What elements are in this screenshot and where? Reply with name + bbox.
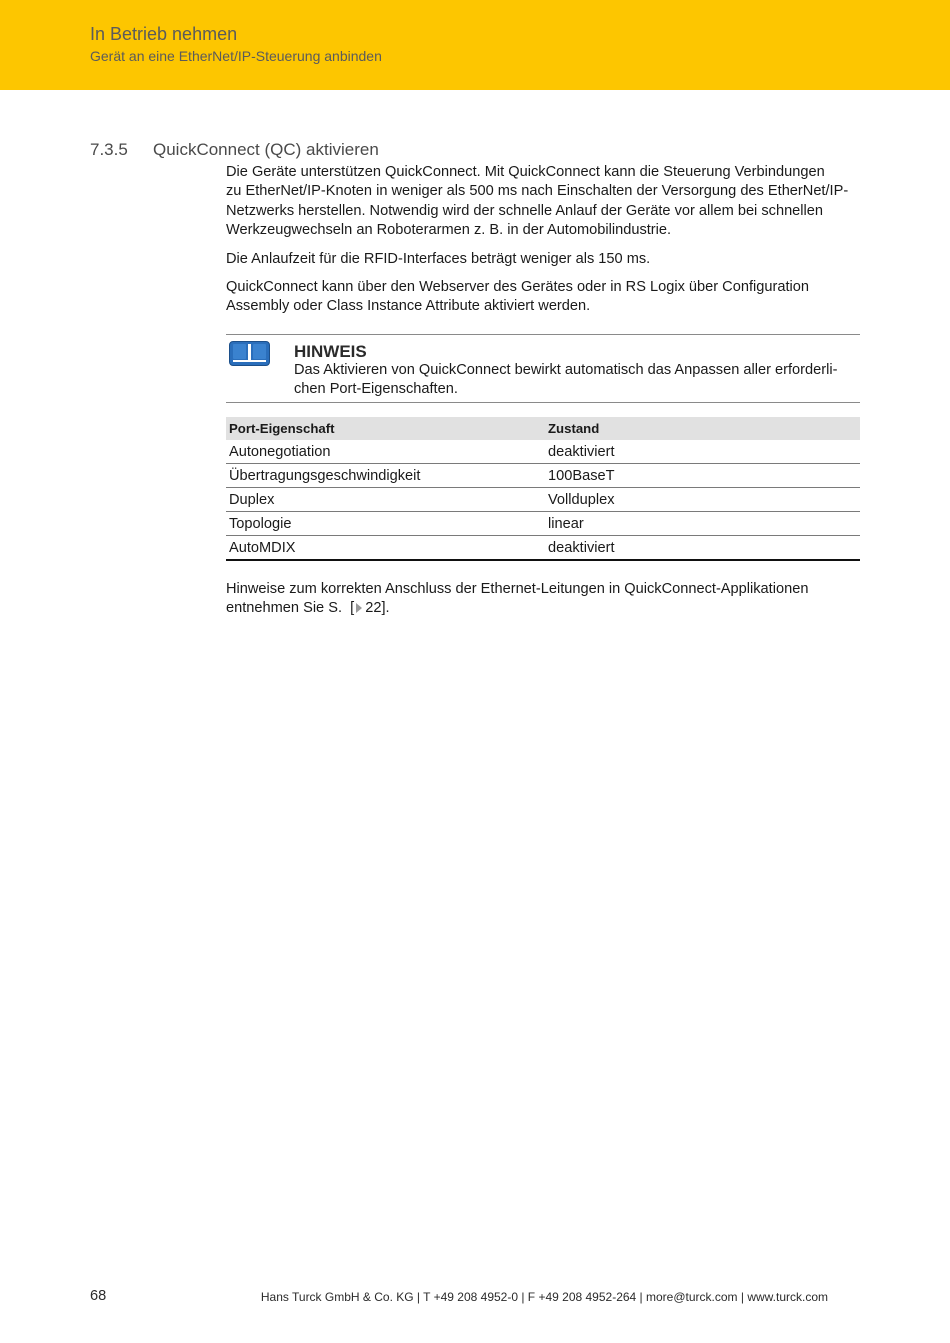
page-link-arrow-icon xyxy=(356,603,362,613)
link-page-number: 22 xyxy=(365,599,382,616)
table-row xyxy=(226,512,860,536)
paragraph-line: Die Geräte unterstützen QuickConnect. Mit QuickConnect kann die Steuerung Verbindungen xyxy=(226,164,825,180)
table-header-cell: Port-Eigenschaft xyxy=(229,421,335,436)
link-close-bracket: ]. xyxy=(381,599,390,616)
section-title: QuickConnect (QC) aktivieren xyxy=(153,140,379,159)
footer-imprint: Hans Turck GmbH & Co. KG | T +49 208 4952-0 | F +49 208 4952-264 | more@turck.com | www.turck.com xyxy=(260,1290,828,1304)
section-number: 7.3.5 xyxy=(90,140,128,159)
page-reference-link[interactable] xyxy=(350,600,389,616)
book-icon xyxy=(229,341,270,366)
paragraph-line xyxy=(226,599,860,618)
reference-paragraph xyxy=(226,580,860,619)
table-cell: Duplex xyxy=(229,491,275,508)
paragraph-line: Die Anlaufzeit für die RFID-Interfaces beträgt weniger als 150 ms. xyxy=(226,250,651,267)
paragraph-line: Netzwerks herstellen. Notwendig wird der schnelle Anlauf der Geräte vor allem bei schnellen xyxy=(226,202,824,219)
chapter-title: In Betrieb nehmen xyxy=(90,24,238,44)
table-cell: deaktiviert xyxy=(548,443,615,460)
table-cell: linear xyxy=(548,515,584,532)
paragraph-line: Assembly oder Class Instance Attribute aktiviert werden. xyxy=(226,297,591,314)
chapter-subtitle: Gerät an eine EtherNet/IP-Steuerung anbinden xyxy=(90,48,382,64)
table-cell: Vollduplex xyxy=(548,491,615,508)
paragraph-line: Werkzeugwechseln an Roboterarmen z. B. in der Automobilindustrie. xyxy=(226,221,672,238)
reference-prefix: entnehmen Sie S. xyxy=(226,599,343,616)
table-cell: deaktiviert xyxy=(548,539,615,556)
table-row xyxy=(226,488,860,512)
note-line: chen Port-Eigenschaften. xyxy=(294,381,458,398)
note-label: HINWEIS xyxy=(294,342,367,361)
note-text xyxy=(294,361,837,400)
intro-paragraph xyxy=(226,163,860,240)
header-band xyxy=(0,0,950,90)
note-box xyxy=(226,334,860,403)
table-row xyxy=(226,440,860,464)
table-row xyxy=(226,536,860,561)
startup-time-paragraph xyxy=(226,250,860,269)
page-number: 68 xyxy=(90,1288,107,1304)
note-line: Das Aktivieren von QuickConnect bewirkt automatisch das Anpassen aller erforderli- xyxy=(294,362,838,378)
paragraph-line: zu EtherNet/IP-Knoten in weniger als 500 ms nach Einschalten der Versorgung des EtherNet/IP- xyxy=(226,183,849,200)
table-cell: Autonegotiation xyxy=(229,443,331,460)
port-properties-table xyxy=(226,417,860,561)
table-row xyxy=(226,464,860,488)
paragraph-line: QuickConnect kann über den Webserver des Gerätes oder in RS Logix über Configuration xyxy=(226,278,809,295)
table-header-cell: Zustand xyxy=(548,421,600,436)
table-cell: Übertragungsgeschwindigkeit xyxy=(229,467,421,484)
link-open-bracket: [ xyxy=(350,599,355,616)
activation-paragraph xyxy=(226,278,860,317)
table-cell: AutoMDIX xyxy=(229,539,296,556)
table-cell: 100BaseT xyxy=(548,467,615,484)
table-cell: Topologie xyxy=(229,515,292,532)
paragraph-line: Hinweise zum korrekten Anschluss der Ethernet-Leitungen in QuickConnect-Applikationen xyxy=(226,580,809,597)
table-header-row xyxy=(226,417,860,440)
